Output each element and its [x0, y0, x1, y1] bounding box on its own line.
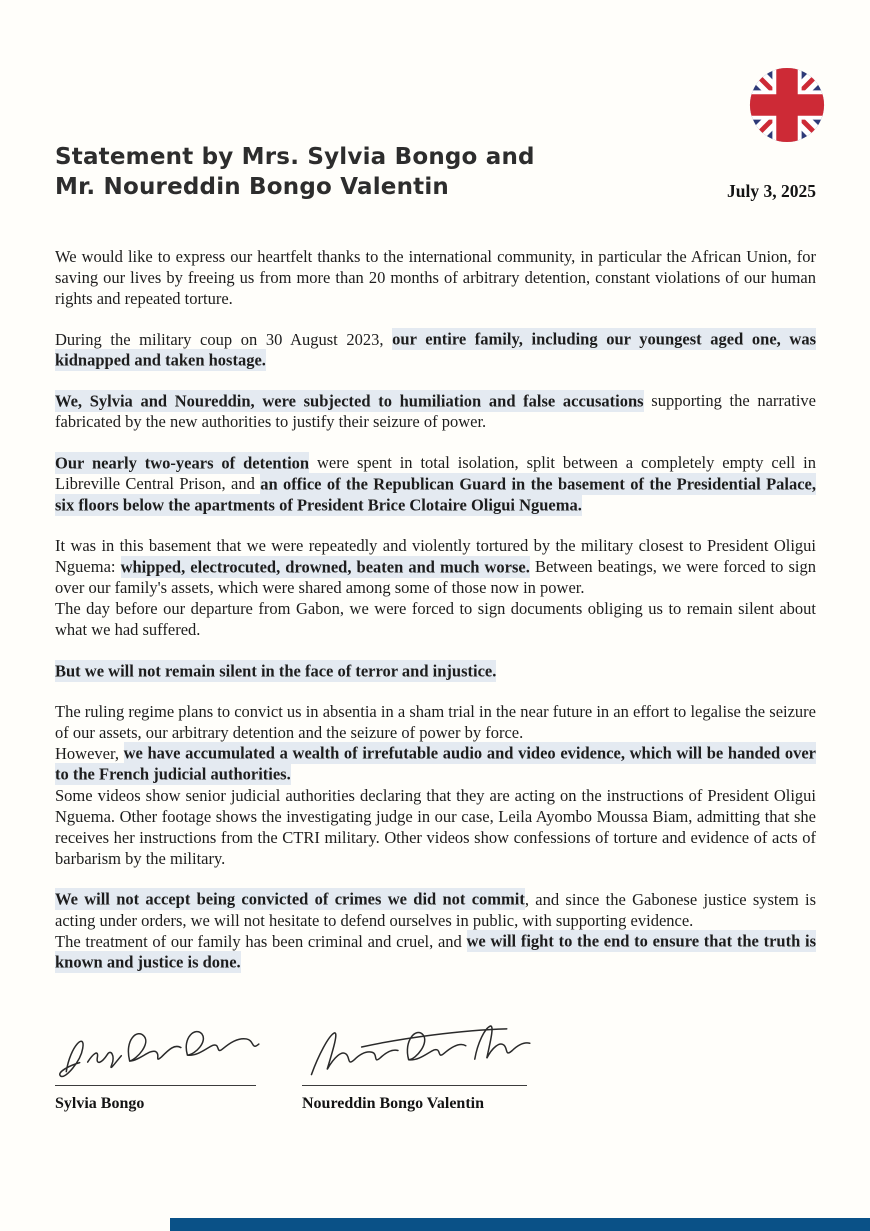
signature-script-sylvia	[55, 1019, 300, 1081]
body-text: The treatment of our family has been criminal and cruel, and	[55, 931, 467, 951]
paragraph	[55, 702, 816, 870]
body-text: We would like to express our heartfelt thanks to the international community, in particular the African Union, for saving our lives by freeing us from more than 20 months of arbitrary detention, constant violations of our human rights and repeated torture.	[55, 246, 816, 308]
uk-flag-round-icon	[748, 66, 826, 144]
highlighted-text: But we will not remain silent in the face of terror and injustice.	[55, 661, 497, 681]
body-text: The ruling regime plans to convict us in absentia in a sham trial in the near future in an effort to legalise the seizure of our assets, our arbitrary detention and the seizure of power by force.	[55, 701, 816, 742]
paragraph	[55, 391, 816, 433]
highlighted-text: whipped, electrocuted, drowned, beaten and much worse.	[120, 557, 530, 577]
body-text: Some videos show senior judicial authorities declaring that they are acting on the instructions of President Oligui Nguema. Other footage shows the investigating judge in our case, Leila Ayombo Moussa Biam, admitting that she receives her instructions from the CTRI military. Other videos show confessions of torture and evidence of acts of barbarism by the military.	[55, 785, 816, 868]
highlighted-text: an office of the Republican Guard in the basement of the Presidential Palace, six floors below the apartments of President Brice Clotaire Oligui Nguema.	[55, 474, 816, 515]
highlighted-text: We will not accept being convicted of crimes we did not commit	[55, 889, 525, 909]
body-text: It was in this basement that we were repeatedly and violently tortured by the military closest to President Oligui Nguema:	[55, 536, 816, 577]
paragraph	[55, 890, 816, 974]
footer-accent-bar	[170, 1218, 870, 1231]
paragraph	[55, 536, 816, 641]
signature-noureddin	[302, 1019, 537, 1113]
body-text: During the military coup on 30 August 2023,	[55, 329, 393, 349]
highlighted-text: we have accumulated a wealth of irrefutable audio and video evidence, which will be handed over to the French judicial authorities.	[55, 743, 816, 784]
page-title: Statement by Mrs. Sylvia Bongo and Mr. Noureddin Bongo Valentin	[55, 144, 535, 201]
body-text: , and since the Gabonese justice system is acting under orders, we will not hesitate to defend ourselves in public, with supporting evidence.	[55, 889, 816, 930]
signature-block	[55, 1019, 816, 1113]
highlighted-text: We, Sylvia and Noureddin, were subjected to humiliation and false accusations	[55, 391, 644, 411]
body-text: Between beatings, we were forced to sign over our family's assets, which were shared among some of those now in power.	[55, 557, 816, 598]
highlighted-text: Our nearly two-years of detention	[55, 453, 310, 473]
signature-sylvia	[55, 1019, 300, 1113]
document-date: July 3, 2025	[727, 180, 816, 201]
document-body	[55, 247, 816, 974]
highlighted-text: we will fight to the end to ensure that the truth is known and justice is done.	[55, 931, 816, 972]
document-header	[55, 0, 816, 203]
body-text: The day before our departure from Gabon, we were forced to sign documents obliging us to remain silent about what we had suffered.	[55, 599, 816, 640]
signature-line	[55, 1085, 256, 1086]
paragraph	[55, 247, 816, 310]
body-text: However,	[55, 743, 124, 763]
highlighted-text: our entire family, including our youngest aged one, was kidnapped and taken hostage.	[55, 329, 816, 370]
paragraph	[55, 661, 816, 682]
body-text: were spent in total isolation, split between a completely empty cell in Libreville Central Prison, and	[55, 453, 816, 494]
paragraph	[55, 330, 816, 372]
signature-name-noureddin: Noureddin Bongo Valentin	[302, 1095, 484, 1113]
signature-script-noureddin	[302, 1019, 537, 1081]
signature-line	[302, 1085, 527, 1086]
body-text: supporting the narrative fabricated by the new authorities to justify their seizure of power.	[55, 391, 816, 432]
paragraph	[55, 453, 816, 516]
signature-name-sylvia: Sylvia Bongo	[55, 1095, 145, 1113]
